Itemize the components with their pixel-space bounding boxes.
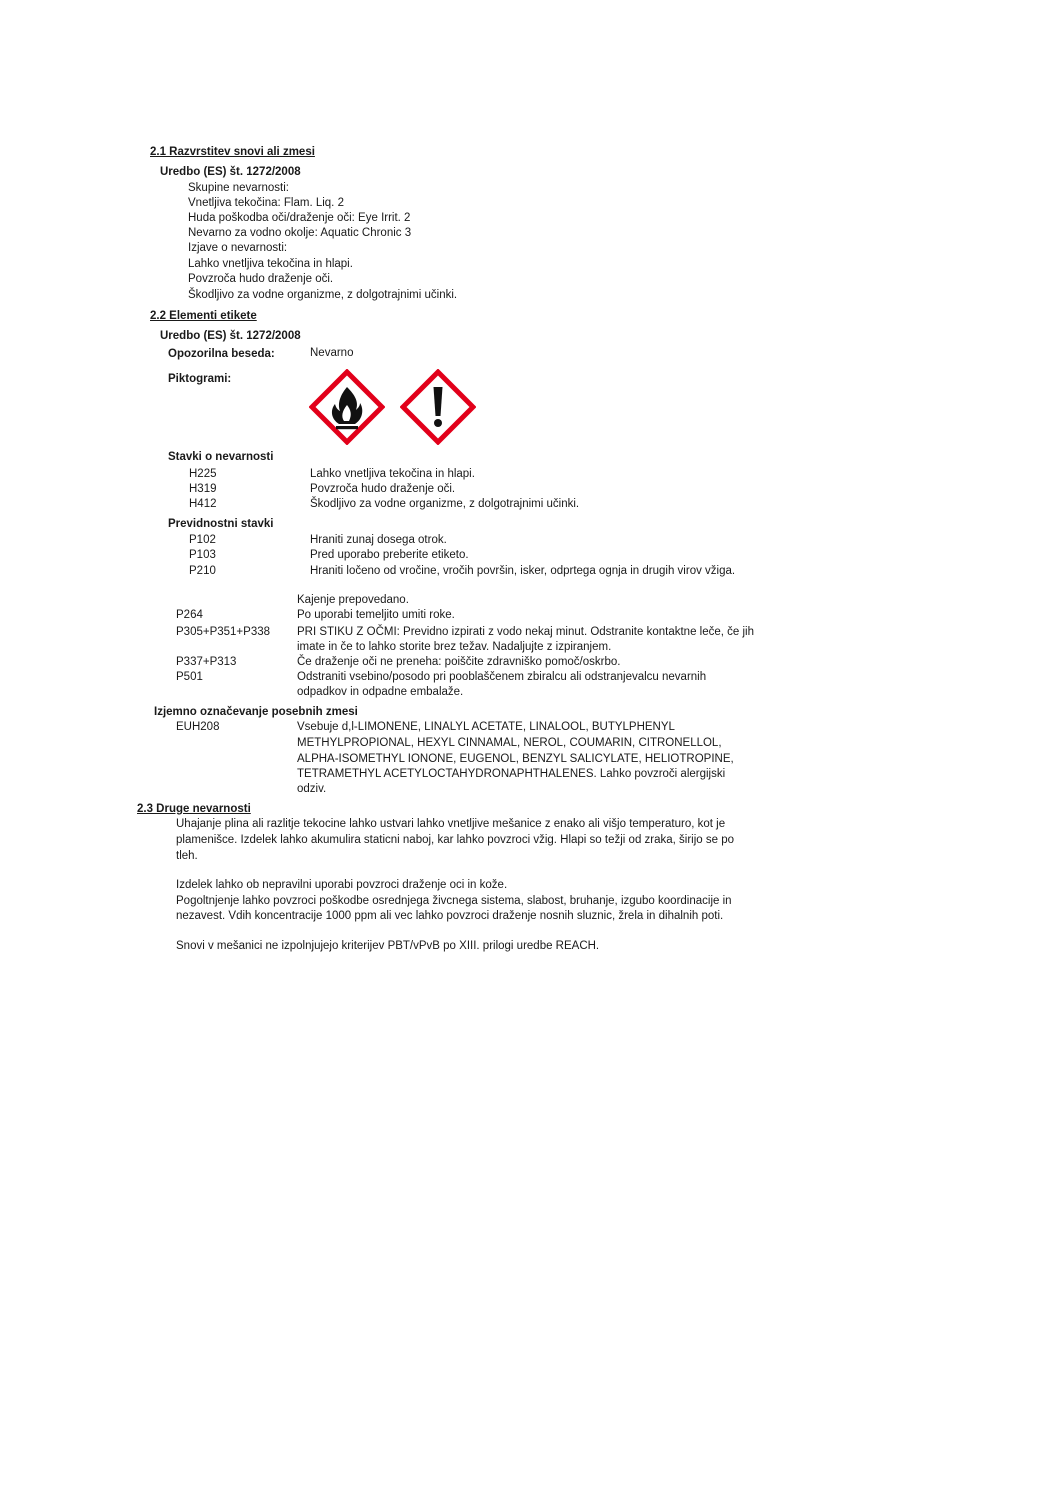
other-hazards-text: tleh. (176, 850, 198, 862)
s21-line: Vnetljiva tekočina: Flam. Liq. 2 (188, 197, 344, 209)
section-2-3-heading: 2.3 Druge nevarnosti (137, 803, 251, 815)
other-hazards-text: Pogoltnjenje lahko povzroci poškodbe osrednjega živcnega sistema, slabost, bruhanje, izgubo koordinacije in (176, 895, 732, 907)
hazard-statements-label: Stavki o nevarnosti (168, 451, 274, 463)
s21-line: Lahko vnetljiva tekočina in hlapi. (188, 258, 353, 270)
special-code: EUH208 (176, 721, 220, 733)
precaution-text: imate in če to lahko storite brez težav. Nadaljujte z izpiranjem. (297, 641, 612, 653)
s21-line: Povzroča hudo draženje oči. (188, 273, 334, 285)
s21-line: Huda poškodba oči/draženje oči: Eye Irrit. 2 (188, 212, 411, 224)
s21-line: Nevarno za vodno okolje: Aquatic Chronic 3 (188, 227, 412, 239)
precaution-code: P501 (176, 671, 203, 683)
special-text: METHYLPROPIONAL, HEXYL CINNAMAL, NEROL, COUMARIN, CITRONELLOL, (297, 737, 722, 749)
other-hazards-text: nezavest. Vdih koncentracije 1000 ppm ali vec lahko povzroci draženje nosnih sluznic, žrela in dihalnih poti. (176, 910, 724, 922)
other-hazards-text: Uhajanje plina ali razlitje tekocine lahko ustvari lahko vnetljive mešanice z enako ali višjo temperaturo, kot je (176, 818, 726, 830)
exclamation-icon (400, 369, 476, 445)
precaution-code: P102 (189, 534, 216, 546)
other-hazards-text: Izdelek lahko ob nepravilni uporabi povzroci draženje oci in kože. (176, 879, 508, 891)
hazard-text: Lahko vnetljiva tekočina in hlapi. (310, 468, 475, 480)
signal-word-label: Opozorilna beseda: (168, 348, 275, 360)
precautionary-label: Previdnostni stavki (168, 518, 274, 530)
precaution-text: Hraniti zunaj dosega otrok. (310, 534, 447, 546)
special-text: TETRAMETHYL ACETYLOCTAHYDRONAPHTHALENES. Lahko povzroči alergijski (297, 768, 726, 780)
hazard-code: H225 (189, 468, 217, 480)
other-hazards-text: plamenišce. Izdelek lahko akumulira staticni naboj, kar lahko povzroci vžig. Hlapi so težji od zraka, širijo se po (176, 834, 735, 846)
precaution-text: Hraniti ločeno od vročine, vročih površin, isker, odprtega ognja in drugih virov vžiga. (310, 565, 736, 577)
s21-line: Škodljivo za vodne organizme, z dolgotrajnimi učinki. (188, 289, 458, 301)
precaution-text: Če draženje oči ne preneha: poiščite zdravniško pomoč/oskrbo. (297, 656, 621, 668)
s21-line: Izjave o nevarnosti: (188, 242, 288, 254)
special-labelling-label: Izjemno označevanje posebnih zmesi (154, 706, 358, 718)
s21-line: Skupine nevarnosti: (188, 182, 290, 194)
precaution-code: P337+P313 (176, 656, 237, 668)
section-2-1-heading: 2.1 Razvrstitev snovi ali zmesi (150, 146, 315, 158)
precaution-text: Kajenje prepovedano. (297, 594, 409, 606)
section-2-2-heading: 2.2 Elementi etikete (150, 310, 257, 322)
precaution-code: P305+P351+P338 (176, 626, 271, 638)
hazard-text: Škodljivo za vodne organizme, z dolgotrajnimi učinki. (310, 498, 580, 510)
special-text: ALPHA-ISOMETHYL IONONE, EUGENOL, BENZYL SALICYLATE, HELIOTROPINE, (297, 753, 734, 765)
hazard-text: Povzroča hudo draženje oči. (310, 483, 456, 495)
precaution-text: Pred uporabo preberite etiketo. (310, 549, 469, 561)
pictograms-label: Piktogrami: (168, 373, 232, 385)
special-text: Vsebuje d,l-LIMONENE, LINALYL ACETATE, LINALOOL, BUTYLPHENYL (297, 721, 675, 733)
hazard-code: H319 (189, 483, 217, 495)
flame-icon (309, 369, 385, 445)
precaution-code: P103 (189, 549, 216, 561)
s22-regulation: Uredbo (ES) št. 1272/2008 (160, 330, 301, 342)
precaution-text: Po uporabi temeljito umiti roke. (297, 609, 455, 621)
precaution-text: PRI STIKU Z OČMI: Previdno izpirati z vodo nekaj minut. Odstranite kontaktne leče, če jih (297, 626, 754, 638)
precaution-text: odpadkov in odpadne embalaže. (297, 686, 464, 698)
s21-regulation: Uredbo (ES) št. 1272/2008 (160, 166, 301, 178)
other-hazards-text: Snovi v mešanici ne izpolnjujejo kriterijev PBT/vPvB po XIII. prilogi uredbe REACH. (176, 940, 600, 952)
special-text: odziv. (297, 783, 327, 795)
precaution-code: P210 (189, 565, 216, 577)
signal-word-value: Nevarno (310, 347, 354, 359)
hazard-code: H412 (189, 498, 217, 510)
precaution-code: P264 (176, 609, 203, 621)
precaution-text: Odstraniti vsebino/posodo pri pooblaščenem zbiralcu ali odstranjevalcu nevarnih (297, 671, 707, 683)
